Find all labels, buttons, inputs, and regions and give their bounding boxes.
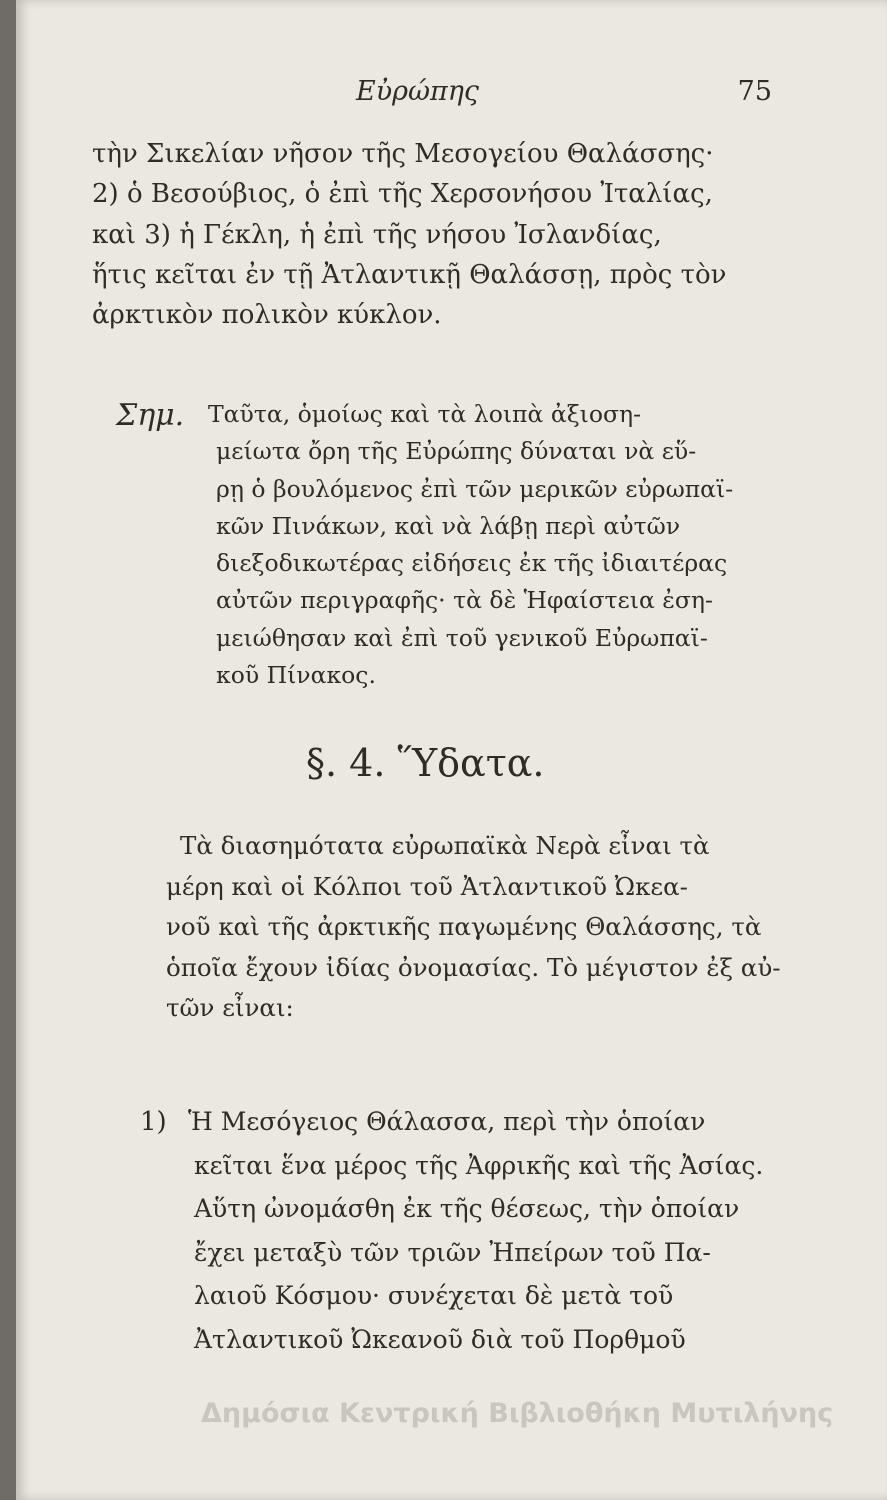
list-item-number: 1) — [140, 1107, 167, 1137]
list-line: λαιοῦ Κόσμου· συνέχεται δὲ μετὰ τοῦ — [194, 1281, 674, 1310]
library-watermark: Δημόσια Κεντρική Βιβλιοθήκη Μυτιλήνης — [201, 1398, 834, 1429]
page-number: 75 — [737, 76, 772, 107]
list-line: Αὕτη ὠνομάσθη ἐκ τῆς θέσεως, τὴν ὁποίαν — [194, 1194, 740, 1223]
text-line: ἥτις κεῖται ἐν τῇ Ἀτλαντικῇ Θαλάσσῃ, πρὸς τὸν — [92, 259, 727, 290]
text-line: 2) ὁ Βεσούβιος, ὁ ἐπὶ τῆς Χερσονήσου Ἰταλίας, — [92, 179, 713, 210]
note-body — [208, 396, 796, 694]
paragraph-line: μέρη καὶ οἱ Κόλποι τοῦ Ἀτλαντικοῦ Ὠκεα- — [166, 871, 688, 901]
paragraph-line: ὁποῖα ἔχουν ἰδίας ὀνομασίας. Τὸ μέγιστον ἐξ αὐ- — [166, 952, 781, 982]
list-item — [188, 1100, 794, 1361]
note-line: μείωτα ὄρη τῆς Εὐρώπης δύναται νὰ εὕ- — [216, 437, 697, 466]
text-line: τὴν Σικελίαν νῆσον τῆς Μεσογείου Θαλάσσης· — [92, 139, 714, 169]
paragraph-line: τῶν εἶναι: — [166, 993, 294, 1022]
note-line: Ταῦτα, ὁμοίως καὶ τὰ λοιπὰ ἀξιοση- — [208, 400, 642, 428]
text-line: καὶ 3) ἡ Γέκλη, ἡ ἐπὶ τῆς νήσου Ἰσλανδίας, — [92, 219, 662, 250]
note-label: Σημ. — [116, 398, 185, 433]
book-page — [16, 0, 887, 1500]
note-line: αὐτῶν περιγραφῆς· τὰ δὲ Ἡφαίστεια ἐση- — [216, 586, 713, 615]
text-line: ἀρκτικὸν πολικὸν κύκλον. — [92, 300, 442, 331]
note-line: μειώθησαν καὶ ἐπὶ τοῦ γενικοῦ Εὐρωπαϊ- — [216, 623, 708, 652]
note-line: διεξοδικωτέρας εἰδήσεις ἐκ τῆς ἰδιαιτέρας — [216, 549, 728, 578]
section-paragraph — [166, 826, 781, 1029]
note-line: ρῃ ὁ βουλόμενος ἐπὶ τῶν μερικῶν εὐρωπαϊ- — [216, 474, 734, 503]
note-line: κῶν Πινάκων, καὶ νὰ λάβῃ περὶ αὐτῶν — [216, 511, 681, 540]
list-line: κεῖται ἕνα μέρος τῆς Ἀφρικῆς καὶ τῆς Ἀσίας. — [194, 1150, 764, 1180]
list-line: Ἀτλαντικοῦ Ὠκεανοῦ διὰ τοῦ Πορθμοῦ — [194, 1324, 686, 1354]
list-line: ἔχει μεταξὺ τῶν τριῶν Ἠπείρων τοῦ Πα- — [194, 1237, 711, 1267]
paragraph-line: νοῦ καὶ τῆς ἀρκτικῆς παγωμένης Θαλάσσης, τὰ — [166, 912, 762, 941]
page-header — [16, 76, 887, 116]
list-line: Ἡ Μεσόγειος Θάλασσα, περὶ τὴν ὁποίαν — [188, 1107, 706, 1136]
paragraph-line: Τὰ διασημότατα εὐρωπαϊκὰ Νερὰ εἶναι τὰ — [180, 831, 710, 860]
running-head: Εὐρώπης — [356, 76, 480, 107]
note-line: κοῦ Πίνακος. — [216, 661, 376, 690]
intro-text — [92, 134, 782, 335]
section-heading: §. 4. Ὕδατα. — [306, 741, 545, 785]
